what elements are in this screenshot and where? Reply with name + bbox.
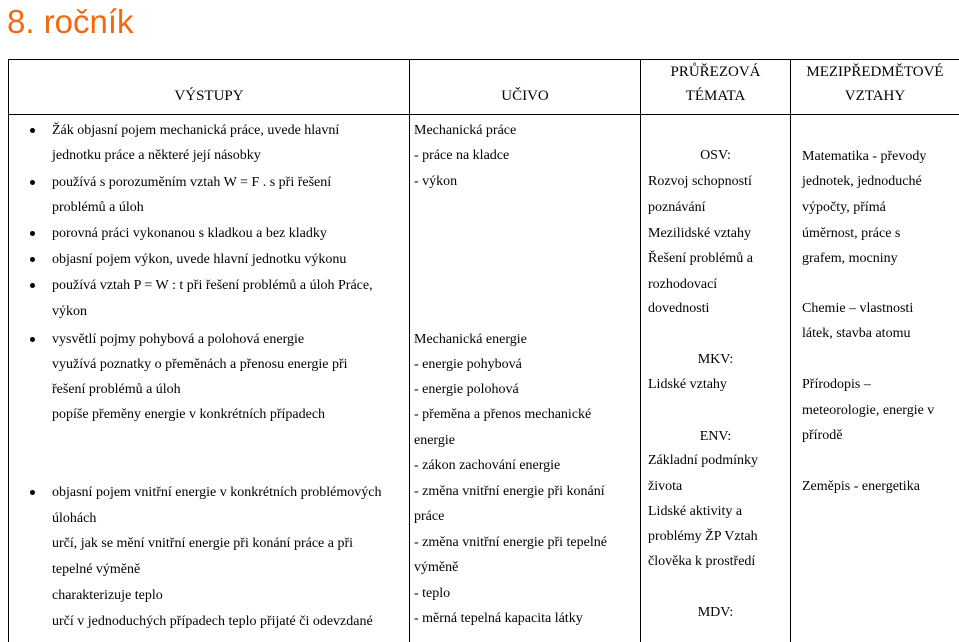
vystup-line: porovná práci vykonanou s kladkou a bez kladky bbox=[52, 226, 327, 241]
header-prurezova-line2: TÉMATA bbox=[685, 88, 746, 104]
ucivo-line: - zákon zachování energie bbox=[414, 458, 561, 473]
mezipredmetove-line: jednotek, jednoduché bbox=[802, 174, 922, 189]
vystup-line: využívá poznatky o přeměnách a přenosu energie při bbox=[52, 357, 348, 372]
mezipredmetove-line: grafem, mocniny bbox=[802, 251, 898, 266]
prurezova-line: poznávání bbox=[648, 200, 706, 215]
ucivo-line: - práce na kladce bbox=[414, 148, 510, 163]
mezipredmetove-line: Matematika - převody bbox=[802, 149, 927, 164]
prurezova-line: člověka k prostředí bbox=[648, 554, 756, 569]
bullet bbox=[30, 128, 35, 133]
mezipredmetove-line: látek, stavba atomu bbox=[802, 326, 911, 341]
prurezova-line: Mezilidské vztahy bbox=[648, 226, 752, 241]
ucivo-line: - energie polohová bbox=[414, 382, 519, 397]
prurezova-line: dovednosti bbox=[648, 301, 710, 316]
ucivo-line: - přeměna a přenos mechanické bbox=[414, 407, 592, 422]
ucivo-line: - energie pohybová bbox=[414, 357, 522, 372]
header-prurezova-line1: PRŮŘEZOVÁ bbox=[670, 64, 761, 80]
prurezova-heading-osv: OSV: bbox=[700, 148, 731, 163]
prurezova-heading-env: ENV: bbox=[699, 429, 732, 444]
prurezova-line: Lidské vztahy bbox=[648, 377, 727, 392]
ucivo-heading: Mechanická práce bbox=[414, 123, 517, 138]
header-bottom-border bbox=[8, 114, 959, 115]
prurezova-heading-mkv: MKV: bbox=[697, 352, 734, 367]
prurezova-line: Řešení problémů a bbox=[648, 251, 753, 266]
vystup-line: objasní pojem výkon, uvede hlavní jednotku výkonu bbox=[52, 252, 347, 267]
vystup-line: používá s porozuměním vztah W = F . s při řešení bbox=[52, 175, 332, 190]
mezipredmetove-line: úměrnost, práce s bbox=[802, 226, 901, 241]
vystup-line: úlohách bbox=[52, 511, 97, 526]
prurezova-line: Rozvoj schopností bbox=[648, 174, 752, 189]
bullet bbox=[30, 180, 35, 185]
vystup-line: problémů a úloh bbox=[52, 200, 144, 215]
ucivo-line: - výkon bbox=[414, 174, 458, 189]
vystup-line: výkon bbox=[52, 304, 87, 319]
vystup-line: Žák objasní pojem mechanická práce, uvede hlavní bbox=[52, 123, 340, 138]
mezipredmetove-line: přírodě bbox=[802, 428, 843, 443]
bullet bbox=[30, 490, 35, 495]
vystup-line: popíše přeměny energie v konkrétních případech bbox=[52, 407, 326, 422]
ucivo-line: práce bbox=[414, 509, 445, 524]
prurezova-line: rozhodovací bbox=[648, 277, 718, 292]
prurezova-line: problémy ŽP Vztah bbox=[648, 529, 758, 544]
vystup-line: vysvětlí pojmy pohybová a polohová energie bbox=[52, 332, 305, 347]
mezipredmetove-line: Chemie – vlastnosti bbox=[802, 301, 914, 316]
vystup-line: jednotku práce a některé její násobky bbox=[52, 148, 261, 163]
ucivo-line: - teplo bbox=[414, 586, 451, 601]
vystup-line: tepelné výměně bbox=[52, 562, 141, 577]
prurezova-line: Základní podmínky bbox=[648, 453, 759, 468]
ucivo-line: - změna vnitřní energie při tepelné bbox=[414, 535, 607, 550]
col-divider-3 bbox=[790, 59, 791, 642]
header-vystupy: VÝSTUPY bbox=[174, 88, 244, 104]
mezipredmetove-line: výpočty, přímá bbox=[802, 200, 886, 215]
bullet bbox=[30, 337, 35, 342]
header-mezipredmetove-line1: MEZIPŘEDMĚTOVÉ bbox=[806, 64, 944, 80]
bullet bbox=[30, 283, 35, 288]
vystup-line: objasní pojem vnitřní energie v konkrétních problémových bbox=[52, 485, 382, 500]
ucivo-line: energie bbox=[414, 433, 455, 448]
prurezova-line: Lidské aktivity a bbox=[648, 504, 743, 519]
vystup-line: určí v jednoduchých případech teplo přijaté či odevzdané bbox=[52, 614, 373, 629]
ucivo-heading: Mechanická energie bbox=[414, 332, 527, 347]
mezipredmetove-line: Přírodopis – bbox=[802, 377, 871, 392]
ucivo-line: výměně bbox=[414, 560, 459, 575]
ucivo-line: - měrná tepelná kapacita látky bbox=[414, 611, 583, 626]
prurezova-line: života bbox=[648, 479, 683, 494]
vystup-line: používá vztah P = W : t při řešení problémů a úloh Práce, bbox=[52, 278, 373, 293]
bullet bbox=[30, 231, 35, 236]
mezipredmetove-line: Zeměpis - energetika bbox=[802, 479, 920, 494]
prurezova-heading-mdv: MDV: bbox=[697, 605, 734, 620]
header-mezipredmetove-line2: VZTAHY bbox=[844, 88, 906, 104]
header-ucivo: UČIVO bbox=[501, 88, 549, 104]
bullet bbox=[30, 257, 35, 262]
mezipredmetove-line: meteorologie, energie v bbox=[802, 403, 935, 418]
vystup-line: určí, jak se mění vnitřní energie při konání práce a při bbox=[52, 536, 354, 551]
col-divider-1 bbox=[409, 59, 410, 642]
page-title: 8. ročník bbox=[7, 3, 134, 40]
vystup-line: řešení problémů a úloh bbox=[52, 382, 181, 397]
vystup-line: charakterizuje teplo bbox=[52, 588, 163, 603]
ucivo-line: - změna vnitřní energie při konání bbox=[414, 484, 605, 499]
table-left-border bbox=[8, 59, 9, 642]
